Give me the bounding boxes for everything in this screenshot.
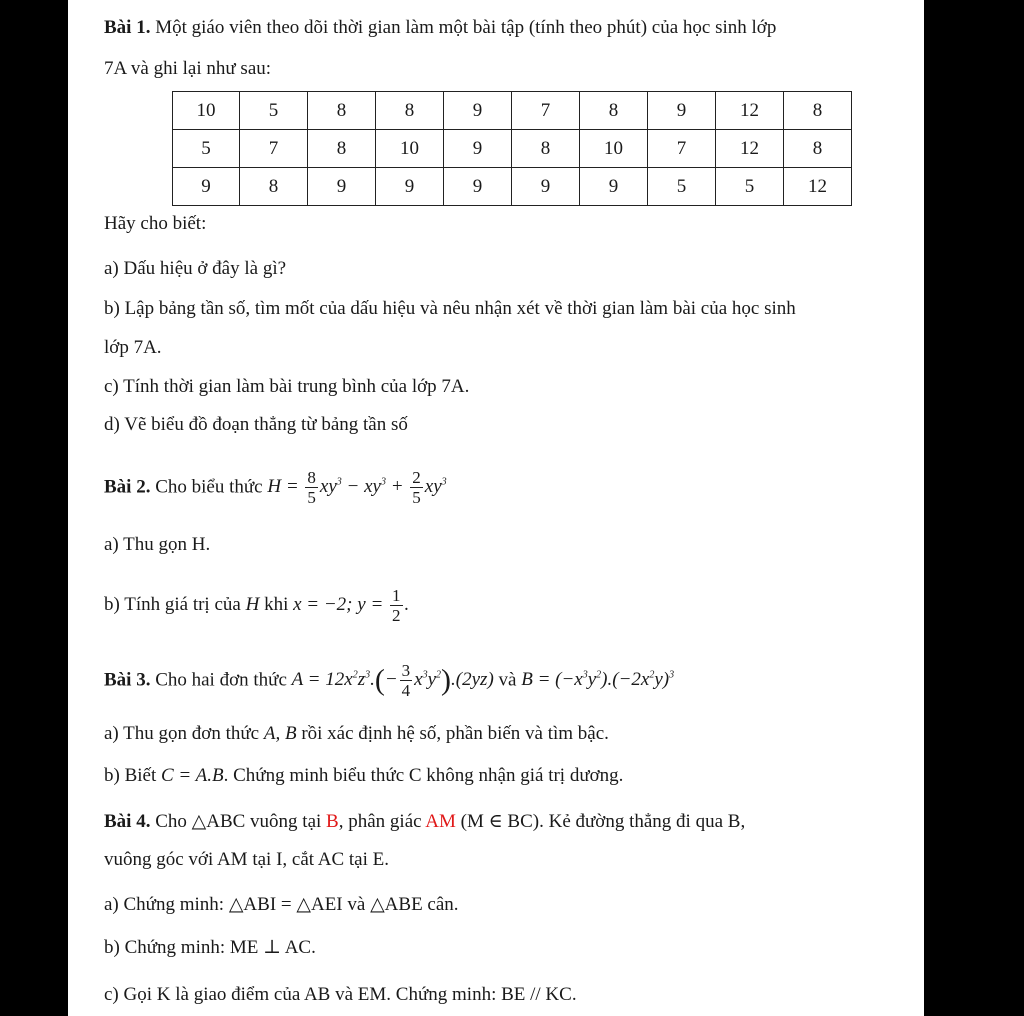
table-cell: 9 xyxy=(512,168,580,206)
table-cell: 9 xyxy=(444,92,512,130)
bai1-question-b: b) Lập bảng tần số, tìm mốt của dấu hiệu và nêu nhận xét về thời gian làm bài của học sinh xyxy=(104,298,796,319)
bai4-statement-cont: vuông góc với AM tại I, cắt AC tại E. xyxy=(104,849,389,870)
table-cell: 8 xyxy=(784,92,852,130)
bai1-question-d: d) Vẽ biểu đồ đoạn thẳng từ bảng tần số xyxy=(104,414,408,435)
bai2-b-text: b) Tính giá trị của xyxy=(104,594,246,615)
bai4-question-a: a) Chứng minh: △ABI = △AEI và △ABE cân. xyxy=(104,894,459,915)
table-cell: 10 xyxy=(376,130,444,168)
table-row xyxy=(173,130,852,168)
bai1-title: Bài 1. xyxy=(104,17,151,38)
bai2-title: Bài 2. xyxy=(104,476,151,498)
bai1-question-b-cont: lớp 7A. xyxy=(104,337,162,358)
table-cell: 12 xyxy=(716,130,784,168)
bai1-intro-line1 xyxy=(104,16,776,40)
bai3-title: Bài 3. xyxy=(104,669,151,691)
table-cell: 12 xyxy=(784,168,852,206)
table-cell: 9 xyxy=(580,168,648,206)
bai3-a-pre: a) Thu gọn đơn thức xyxy=(104,723,264,744)
table-cell: 7 xyxy=(240,130,308,168)
bai3-va: và xyxy=(493,669,522,691)
worksheet-page xyxy=(68,0,924,1016)
bai3-text: Cho hai đơn thức xyxy=(150,669,292,691)
monomial-B: $B = (-x^3y^2).(-2x^2y)^3$ xyxy=(521,669,675,691)
bai2-text: Cho biểu thức xyxy=(150,476,268,498)
table-cell: 9 xyxy=(444,130,512,168)
bai4-text2: , phân giác xyxy=(338,811,426,832)
bai3-question-b: b) Biết C = A.B. Chứng minh biểu thức C không nhận giá trị dương. xyxy=(104,765,624,786)
bai2-statement xyxy=(104,460,447,510)
table-cell: 10 xyxy=(173,92,240,130)
expression-H: H = $\frac{8}{5}$ $xy^3 - xy^3$ + $\frac{2}{5}$ $xy^3$ xyxy=(267,468,447,508)
bai1-prompt: Hãy cho biết: xyxy=(104,213,207,234)
bai4-text3: (M ∈ BC). Kẻ đường thẳng đi qua B, xyxy=(455,811,746,832)
bai1-intro-line2: 7A và ghi lại như sau: xyxy=(104,58,272,79)
bai3-a-post: rồi xác định hệ số, phần biến và tìm bậc. xyxy=(296,723,609,744)
values-xy: x = −2; y = $\frac{1}{2}$ . xyxy=(293,586,410,626)
time-data-table xyxy=(172,91,852,206)
table-cell: 8 xyxy=(376,92,444,130)
table-cell: 7 xyxy=(648,130,716,168)
table-cell: 5 xyxy=(716,168,784,206)
bai4-statement xyxy=(104,810,745,834)
bai3-b-post: . Chứng minh biểu thức C không nhận giá trị dương. xyxy=(223,765,624,786)
table-cell: 9 xyxy=(648,92,716,130)
table-cell: 5 xyxy=(240,92,308,130)
table-cell: 12 xyxy=(716,92,784,130)
bai3-question-a: a) Thu gọn đơn thức A, B rồi xác định hệ số, phần biến và tìm bậc. xyxy=(104,723,609,744)
table-cell: 9 xyxy=(376,168,444,206)
bai4-title: Bài 4. xyxy=(104,811,151,832)
table-cell: 8 xyxy=(308,130,376,168)
table-cell: 8 xyxy=(784,130,852,168)
bai4-question-b: b) Chứng minh: ME ⊥ AC. xyxy=(104,937,316,958)
bai4-text1: Cho △ABC vuông tại xyxy=(150,811,327,832)
table-cell: 9 xyxy=(444,168,512,206)
bai4-question-c: c) Gọi K là giao điểm của AB và EM. Chứng minh: BE // KC. xyxy=(104,984,577,1005)
table-cell: 10 xyxy=(580,130,648,168)
table-cell: 9 xyxy=(308,168,376,206)
table-row xyxy=(173,92,852,130)
monomial-A: $A = 12x^2z^3.(-$ $\frac{3}{4}$ $x^3y^2).(2yz)$ xyxy=(291,661,494,701)
bai2-b-khi: khi xyxy=(259,594,294,615)
bai2-question-a: a) Thu gọn H. xyxy=(104,534,211,555)
table-cell: 8 xyxy=(240,168,308,206)
bai2-question-b: b) Tính giá trị của H khi x = −2; y = $\frac{1}{2}$ . xyxy=(104,586,410,626)
table-cell: 9 xyxy=(173,168,240,206)
bai3-statement xyxy=(104,653,674,703)
table-cell: 8 xyxy=(308,92,376,130)
bai1-question-a: a) Dấu hiệu ở đây là gì? xyxy=(104,258,287,279)
table-cell: 5 xyxy=(173,130,240,168)
bai4-vertex-B: B xyxy=(326,811,339,832)
table-row xyxy=(173,168,852,206)
table-cell: 5 xyxy=(648,168,716,206)
table-cell: 8 xyxy=(580,92,648,130)
bai1-intro-text: Một giáo viên theo dõi thời gian làm một bài tập (tính theo phút) của học sinh lớp xyxy=(150,17,777,38)
bai3-b-pre: b) Biết xyxy=(104,765,161,786)
bai4-bisector-AM: AM xyxy=(425,811,456,832)
table-cell: 8 xyxy=(512,130,580,168)
bai1-question-c: c) Tính thời gian làm bài trung bình của lớp 7A. xyxy=(104,376,470,397)
table-cell: 7 xyxy=(512,92,580,130)
